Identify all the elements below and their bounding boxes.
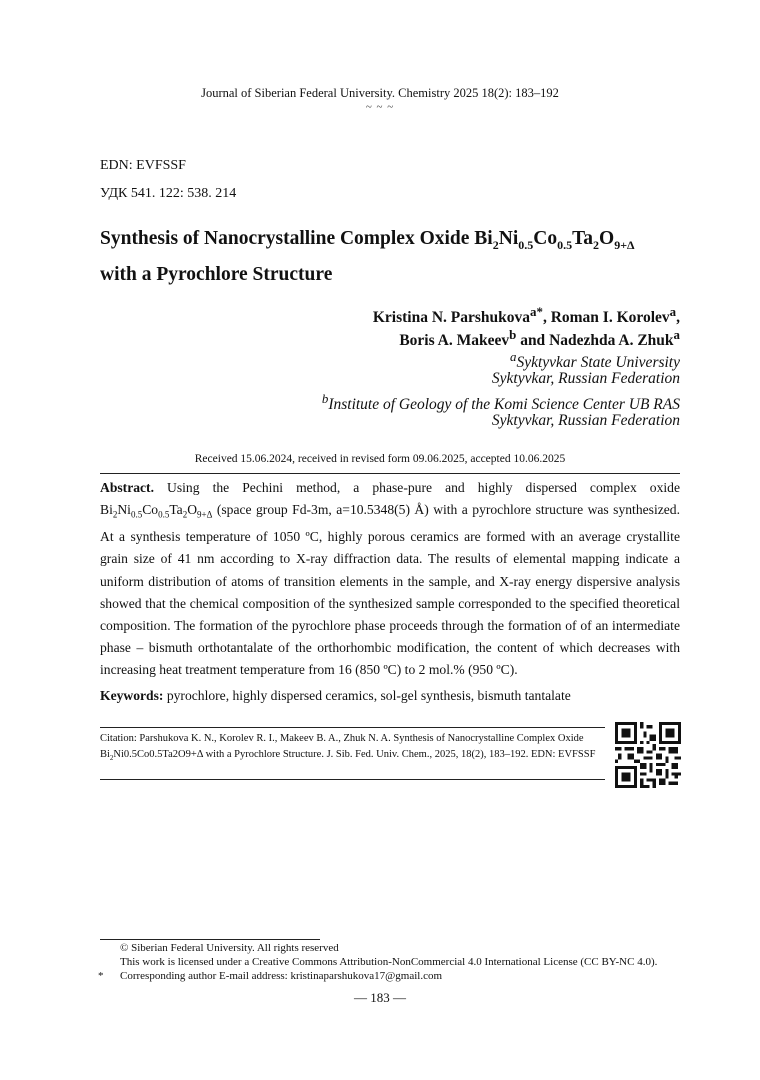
author-name: Nadezhda A. Zhuk: [549, 332, 674, 350]
paper-title: Synthesis of Nanocrystalline Complex Oxide $Bi_2Ni_{0.5}Co_{0.5}Ta_2O_{9+\Delta}$ with a Pyrochlore Structure: [100, 228, 635, 285]
affiliation-b-name: $^b$Institute of Geology of the Komi Science Center UB RAS: [321, 391, 680, 414]
page-number: — 183 —: [354, 990, 406, 1005]
footnote-marker: *: [98, 970, 104, 982]
qr-code-icon[interactable]: [615, 722, 681, 788]
author-name: Roman I. Korolev: [550, 309, 670, 327]
divider: [100, 473, 680, 474]
author-name: Kristina N. Parshukova: [372, 309, 531, 327]
divider: [100, 779, 605, 780]
copyright-note: © Siberian Federal University. All rights reserved: [120, 942, 339, 954]
header-separator: ~ ~ ~: [365, 101, 395, 113]
citation: Citation: Parshukova K. N., Korolev R. I., Makeev B. A., Zhuk N. A. Synthesis of Nanocrystalline Complex Oxide $Bi_2Ni0.5Co0.5Ta2O9+\Delta$ with a Pyrochlore Structure. J. Sib. Fed. Univ. Chem., 2025, 18(2), 183–192. EDN: EVFSSF: [100, 733, 596, 762]
license-note: This work is licensed under a Creative Commons Attribution-NonCommercial 4.0 International License (CC BY-NC 4.0).: [120, 956, 658, 968]
divider: [100, 727, 605, 728]
keywords: Keywords: pyrochlore, highly dispersed ceramics, sol-gel synthesis, bismuth tantalate: [100, 688, 571, 703]
keywords-label: Keywords:: [100, 688, 164, 703]
authors-line-2: Boris A. Makeev$^b$ and Nadezhda A. Zhuk$^a$: [399, 327, 680, 350]
affiliation-a-name: $^a$Syktyvkar State University: [510, 349, 680, 372]
abstract: Abstract. Using the Pechini method, a phase-pure and highly dispersed complex oxide $Bi_2Ni_{0.5}Co_{0.5}Ta_2O_{9+\Delta}$ (space group Fd-3m, a=10.5348(5) Å) with a pyrochlore structure was synthesized. At a synthesis temperature of 1050 ºC, highly porous ceramics are formed with an average crystallite grain size of 41 nm according to X-ray diffraction data. The results of elemental mapping indicate a uniform distribution of atoms of transition elements in the sample, and X-ray energy dispersive analysis showed that the chemical composition of the synthesized sample corresponded to the specified theoretical composition. The formation of the pyrochlore phase proceeds through the formation of of an intermediate phase – bismuth orthotantalate of the orthorhombic modification, the content of which decreases with increasing heat treatment temperature from 16 (850 ºC) to 2 mol.% (950 ºC).: [100, 480, 680, 678]
affiliation-b-place: Syktyvkar, Russian Federation: [491, 412, 680, 429]
journal-header: Journal of Siberian Federal University. Chemistry 2025 18(2): 183–192: [201, 86, 559, 100]
abstract-label: Abstract.: [100, 480, 154, 495]
footnote-divider: [100, 939, 320, 940]
corresponding-author-note: Corresponding author E-mail address: kristinaparshukova17@gmail.com: [120, 970, 443, 982]
authors-line-1: Kristina N. Parshukova$^{a*}$, Roman I. Korolev$^a$,: [372, 304, 680, 327]
edn-code: EDN: EVFSSF: [100, 158, 186, 173]
affiliation-a-place: Syktyvkar, Russian Federation: [491, 370, 680, 387]
udk-code: УДК 541. 122: 538. 214: [100, 186, 237, 201]
author-name: Boris A. Makeev: [399, 332, 510, 350]
received-dates: Received 15.06.2024, received in revised form 09.06.2025, accepted 10.06.2025: [194, 453, 566, 465]
